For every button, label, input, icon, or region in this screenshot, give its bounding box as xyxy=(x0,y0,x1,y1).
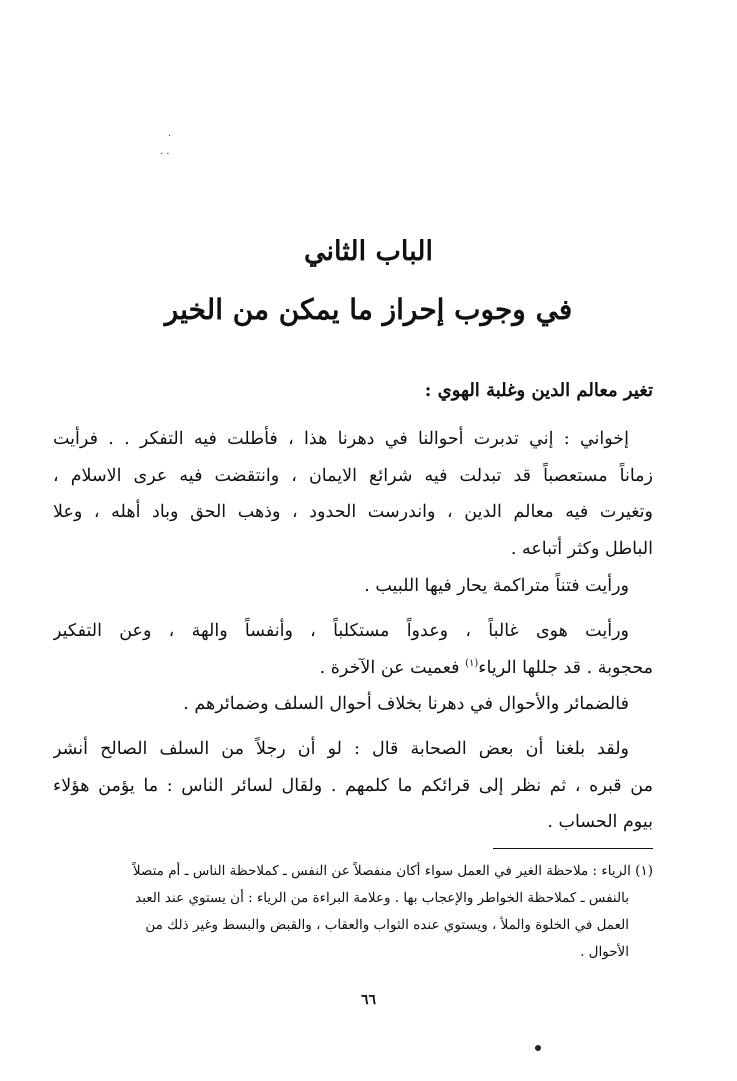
paragraph xyxy=(53,613,653,686)
footnote-divider xyxy=(493,848,653,849)
paragraph-line: من قبره ، ثم نظر إلى قرائكم ما كلمهم . ولقال لسائر الناس : ما يؤمن هؤلاء xyxy=(53,775,653,796)
paragraph-line-text: محجوبة . قد جللها الرياء xyxy=(478,657,653,678)
paragraph-line: وتغيرت فيه معالم الدين ، واندرست الحدود ، وذهب الحق وباد أهله ، وعلا xyxy=(53,502,653,522)
chapter-title: الباب الثاني xyxy=(303,236,434,267)
footnote-line: العمل في الخلوة والملأ ، ويستوي عنده الثواب والعقاب ، والقبض والبسط وغير ذلك من xyxy=(145,917,629,933)
paragraph-line-text: فعميت عن الآخرة . xyxy=(319,657,466,678)
page-number: ٦٦ xyxy=(360,992,377,1008)
paragraph-line: ولقد بلغنا أن بعض الصحابة قال : لو أن رجلاً من السلف الصالح أنشر xyxy=(53,739,629,759)
scan-speck: · xyxy=(168,131,172,142)
paragraph-line: بيوم الحساب . xyxy=(547,812,653,832)
paragraph xyxy=(53,686,653,723)
paragraph-line: ورأيت فتناً متراكمة يحار فيها اللبيب . xyxy=(364,576,629,596)
paragraph-line: زماناً مستعصباً قد تبدلت فيه شرائع الايمان ، وانتقضت فيه عرى الاسلام ، xyxy=(53,465,653,486)
footnote-line: بالنفس ـ كملاحظة الخواطر والإعجاب بها . وعلامة البراءة من الرياء : أن يستوي عند العبد xyxy=(135,890,629,906)
section-heading: تغير معالم الدين وغلبة الهوي : xyxy=(424,380,653,401)
paragraph-line: إخواني : إني تدبرت أحوالنا في دهرنا هذا ، فأطلت فيه التفكر . . فرأيت xyxy=(53,429,629,449)
footnote-line: (١) الرياء : ملاحظة الغير في العمل سواء أكان منفصلاً عن النفس ـ كملاحظة الناس ـ أم متصلاً xyxy=(132,863,653,879)
footnote-reference[interactable]: (١) xyxy=(465,657,479,669)
footnote xyxy=(53,858,653,966)
chapter-subtitle: في وجوب إحراز ما يمكن من الخير xyxy=(164,293,573,326)
paragraph xyxy=(53,421,653,567)
paragraph-line: ورأيت هوى غالباً ، وعدواً مستكلباً ، وأنفساً والهة ، وعن التفكير xyxy=(53,621,629,641)
paragraph xyxy=(53,568,653,605)
scan-speck: · · xyxy=(160,149,170,160)
paragraph-line: الباطل وكثر أتباعه . xyxy=(510,538,653,559)
paragraph xyxy=(53,731,653,841)
paragraph-line xyxy=(53,650,653,687)
footnote-line: الأحوال . xyxy=(580,944,629,960)
scan-mark xyxy=(535,1045,541,1051)
paragraph-line: فالضمائر والأحوال في دهرنا بخلاف أحوال السلف وضمائرهم . xyxy=(183,694,629,714)
